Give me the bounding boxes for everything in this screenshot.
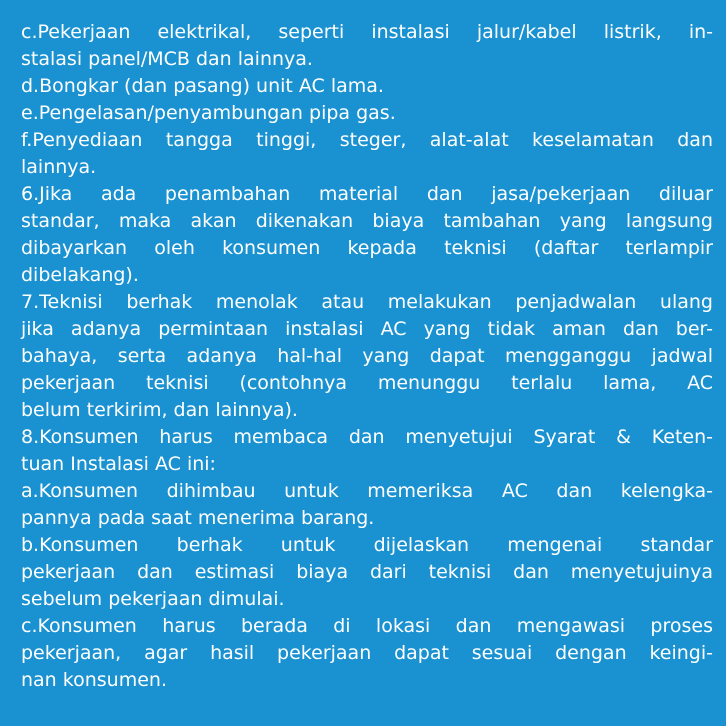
text-line: b.Konsumen berhak untuk dijelaskan mengenai standar (21, 534, 713, 556)
text-line: belum terkirim, dan lainnya). (21, 399, 298, 421)
text-line: c.Konsumen harus berada di lokasi dan mengawasi proses (21, 615, 713, 637)
text-line: nan konsumen. (21, 669, 167, 691)
text-line: lainnya. (21, 156, 97, 178)
text-line: a.Konsumen dihimbau untuk memeriksa AC dan kelengka- (21, 480, 713, 502)
text-line: tuan Instalasi AC ini: (21, 453, 216, 475)
text-line: stalasi panel/MCB dan lainnya. (21, 48, 313, 70)
text-line: c.Pekerjaan elektrikal, seperti instalasi jalur/kabel listrik, in- (21, 21, 713, 43)
text-line: dibelakang). (21, 264, 139, 286)
text-line: 7.Teknisi berhak menolak atau melakukan penjadwalan ulang (21, 291, 713, 313)
text-line: pekerjaan dan estimasi biaya dari teknisi dan menyetujuinya (21, 561, 713, 583)
text-line: pannya pada saat menerima barang. (21, 507, 375, 529)
text-line: standar, maka akan dikenakan biaya tambahan yang langsung (21, 210, 713, 232)
text-line: pekerjaan, agar hasil pekerjaan dapat sesuai dengan keingi- (21, 642, 713, 664)
text-line: d.Bongkar (dan pasang) unit AC lama. (21, 75, 384, 97)
text-line: f.Penyediaan tangga tinggi, steger, alat-alat keselamatan dan (21, 129, 713, 151)
text-line: pekerjaan teknisi (contohnya menunggu terlalu lama, AC (21, 372, 713, 394)
text-line: bahaya, serta adanya hal-hal yang dapat mengganggu jadwal (21, 345, 713, 367)
text-line: jika adanya permintaan instalasi AC yang tidak aman dan ber- (21, 318, 713, 340)
text-line: dibayarkan oleh konsumen kepada teknisi (daftar terlampir (21, 237, 713, 259)
text-line: 6.Jika ada penambahan material dan jasa/pekerjaan diluar (21, 183, 713, 205)
text-line: sebelum pekerjaan dimulai. (21, 588, 285, 610)
text-line: 8.Konsumen harus membaca dan menyetujui Syarat & Keten- (21, 426, 713, 448)
text-line: e.Pengelasan/penyambungan pipa gas. (21, 102, 396, 124)
